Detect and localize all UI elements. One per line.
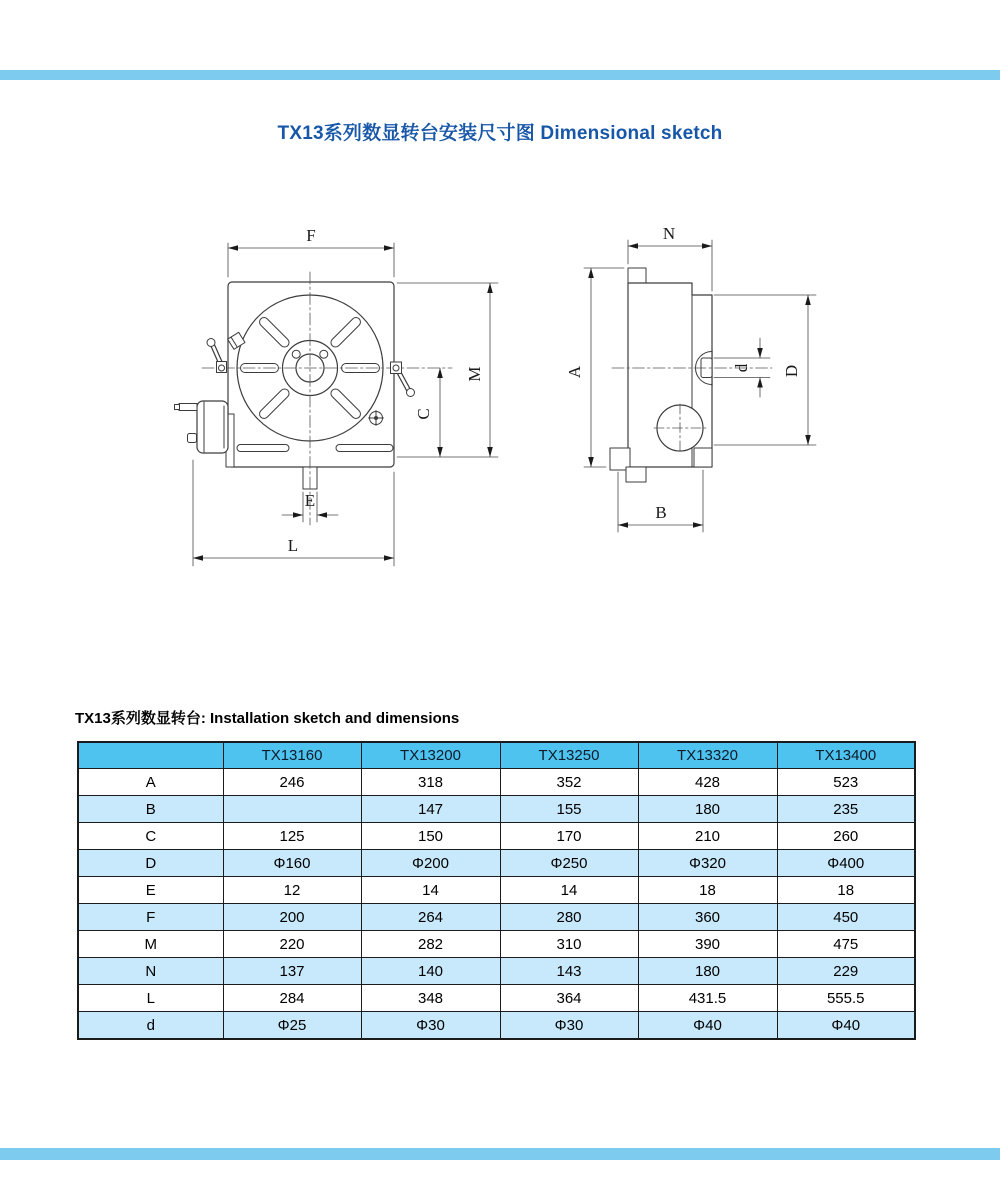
adjust-knob — [188, 434, 197, 443]
dim-label-d: d — [732, 363, 751, 373]
table-row — [78, 769, 915, 796]
dim-label-B: B — [655, 503, 667, 522]
row-label-cell: B — [78, 796, 223, 823]
value-cell: Φ40 — [638, 1012, 777, 1040]
row-label-cell: M — [78, 931, 223, 958]
dim-label-N: N — [662, 224, 676, 243]
value-cell: 235 — [777, 796, 915, 823]
clamp-lever-left — [207, 339, 227, 373]
value-cell: 264 — [361, 904, 500, 931]
value-cell: 284 — [223, 985, 361, 1012]
dimension-D — [714, 295, 816, 445]
value-cell: 14 — [500, 877, 638, 904]
value-cell: 360 — [638, 904, 777, 931]
value-cell: 147 — [361, 796, 500, 823]
value-cell: 523 — [777, 769, 915, 796]
handwheel-unit — [175, 401, 235, 467]
dimension-C — [414, 368, 443, 457]
value-cell: 18 — [777, 877, 915, 904]
front-view — [175, 226, 499, 566]
value-cell: 170 — [500, 823, 638, 850]
dimension-F — [228, 226, 394, 277]
table-body-rows — [78, 769, 915, 1040]
value-cell: 260 — [777, 823, 915, 850]
value-cell: Φ40 — [777, 1012, 915, 1040]
table-row — [78, 877, 915, 904]
value-cell: 210 — [638, 823, 777, 850]
top-lug — [628, 268, 646, 283]
dim-label-E: E — [304, 491, 316, 510]
row-label-cell: A — [78, 769, 223, 796]
dim-label-D: D — [782, 364, 801, 378]
header-cell: TX13160 — [223, 742, 361, 769]
row-label-cell: F — [78, 904, 223, 931]
dimension-E — [282, 491, 338, 522]
foot-left-lug — [626, 467, 646, 482]
value-cell: Φ400 — [777, 850, 915, 877]
row-label-cell: E — [78, 877, 223, 904]
row-label-cell: L — [78, 985, 223, 1012]
table-header-row — [78, 742, 915, 769]
table-row — [78, 931, 915, 958]
dim-label-F: F — [306, 226, 316, 245]
row-label-cell: N — [78, 958, 223, 985]
dim-label-A: A — [565, 365, 584, 379]
table-row — [78, 985, 915, 1012]
value-cell: 364 — [500, 985, 638, 1012]
table-row — [78, 823, 915, 850]
dimension-M — [397, 283, 498, 457]
row-label-cell: C — [78, 823, 223, 850]
value-cell: 12 — [223, 877, 361, 904]
header-cell: TX13400 — [777, 742, 915, 769]
value-cell: Φ30 — [361, 1012, 500, 1040]
value-cell: Φ30 — [500, 1012, 638, 1040]
value-cell: 155 — [500, 796, 638, 823]
dim-label-M: M — [465, 366, 484, 382]
value-cell: 18 — [638, 877, 777, 904]
value-cell: Φ160 — [223, 850, 361, 877]
dimension-A — [565, 268, 624, 467]
bottom-accent-bar — [0, 1148, 1000, 1160]
value-cell: 450 — [777, 904, 915, 931]
value-cell: 390 — [638, 931, 777, 958]
table-row — [78, 796, 915, 823]
value-cell: 137 — [223, 958, 361, 985]
value-cell: 431.5 — [638, 985, 777, 1012]
table-head — [78, 742, 915, 769]
dimensional-sketch — [60, 190, 940, 590]
value-cell — [223, 796, 361, 823]
value-cell: Φ200 — [361, 850, 500, 877]
table-row — [78, 1012, 915, 1040]
value-cell: Φ250 — [500, 850, 638, 877]
value-cell: 180 — [638, 796, 777, 823]
value-cell: 143 — [500, 958, 638, 985]
table-row — [78, 958, 915, 985]
top-accent-bar — [0, 70, 1000, 80]
value-cell: 282 — [361, 931, 500, 958]
foot-right — [694, 448, 712, 467]
value-cell: 280 — [500, 904, 638, 931]
row-label-cell: d — [78, 1012, 223, 1040]
value-cell: 200 — [223, 904, 361, 931]
value-cell: 14 — [361, 877, 500, 904]
header-cell: TX13250 — [500, 742, 638, 769]
t-slot-left — [237, 445, 289, 452]
hub-hole-right — [320, 350, 328, 358]
table-caption: TX13系列数显转台: Installation sketch and dimensions — [75, 710, 460, 727]
value-cell: 180 — [638, 958, 777, 985]
table-row — [78, 904, 915, 931]
value-cell: 348 — [361, 985, 500, 1012]
header-cell — [78, 742, 223, 769]
value-cell: 246 — [223, 769, 361, 796]
value-cell: 220 — [223, 931, 361, 958]
table-row — [78, 850, 915, 877]
value-cell: 555.5 — [777, 985, 915, 1012]
row-label-cell: D — [78, 850, 223, 877]
t-slot-right — [336, 445, 393, 452]
value-cell: 352 — [500, 769, 638, 796]
dimension-d — [714, 338, 770, 397]
page-title: TX13系列数显转台安装尺寸图 Dimensional sketch — [277, 123, 723, 144]
dim-label-L: L — [287, 536, 299, 555]
value-cell: Φ25 — [223, 1012, 361, 1040]
side-view — [565, 224, 816, 532]
value-cell: 150 — [361, 823, 500, 850]
dimensions-table — [77, 741, 916, 1040]
dim-label-C: C — [414, 408, 433, 420]
value-cell: 310 — [500, 931, 638, 958]
header-cell: TX13320 — [638, 742, 777, 769]
value-cell: Φ320 — [638, 850, 777, 877]
value-cell: 475 — [777, 931, 915, 958]
value-cell: 140 — [361, 958, 500, 985]
value-cell: 125 — [223, 823, 361, 850]
value-cell: 229 — [777, 958, 915, 985]
value-cell: 428 — [638, 769, 777, 796]
header-cell: TX13200 — [361, 742, 500, 769]
value-cell: 318 — [361, 769, 500, 796]
hub-hole-left — [292, 350, 300, 358]
